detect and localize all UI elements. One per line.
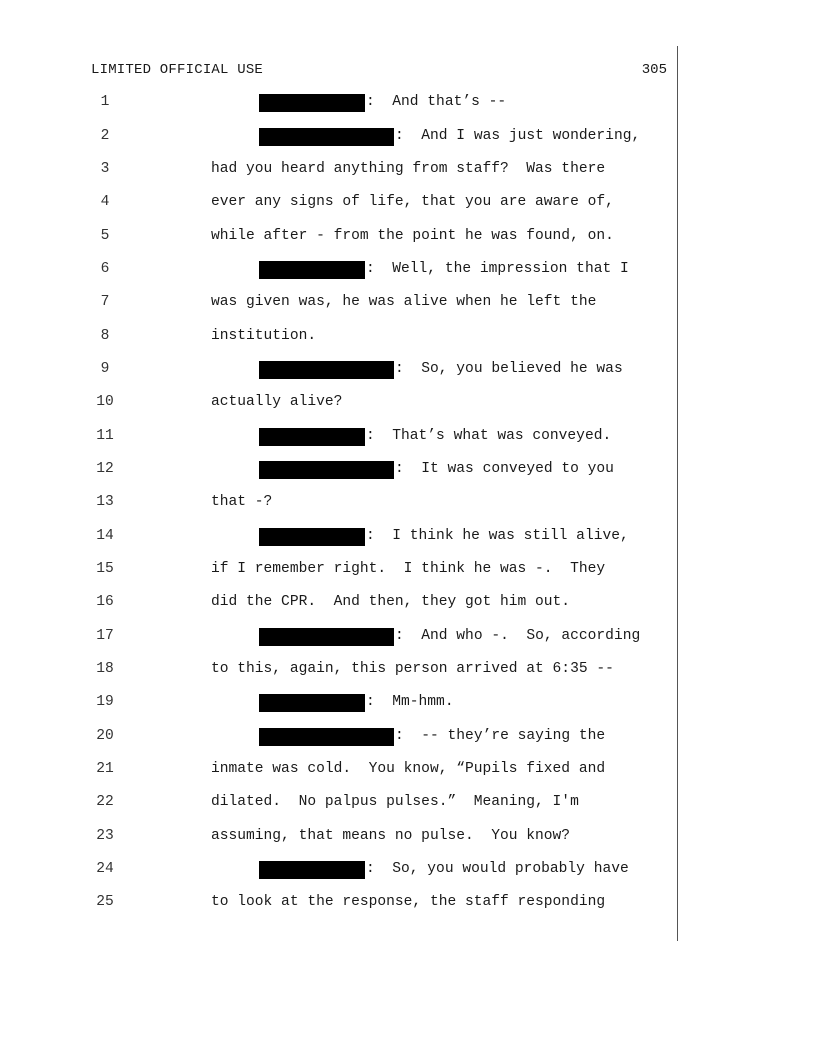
line-text: assuming, that means no pulse. You know? bbox=[211, 828, 571, 844]
transcript-line bbox=[0, 661, 816, 681]
transcript-line bbox=[0, 361, 816, 381]
transcript-line bbox=[0, 894, 816, 914]
speaker-name-redaction bbox=[259, 861, 365, 879]
transcript-line bbox=[0, 494, 816, 514]
transcript-line bbox=[0, 294, 816, 314]
line-text: institution. bbox=[211, 328, 317, 344]
transcript-line bbox=[0, 794, 816, 814]
transcript-line bbox=[0, 394, 816, 414]
speaker-name-redaction bbox=[259, 694, 365, 712]
line-number: 5 bbox=[100, 228, 110, 244]
line-number: 23 bbox=[96, 828, 114, 844]
transcript-line bbox=[0, 828, 816, 848]
transcript-line bbox=[0, 161, 816, 181]
line-number: 21 bbox=[96, 761, 114, 777]
speaker-name-redaction bbox=[259, 128, 394, 146]
line-number: 3 bbox=[100, 161, 110, 177]
transcript-line bbox=[0, 194, 816, 214]
transcript-line bbox=[0, 561, 816, 581]
line-text: actually alive? bbox=[211, 394, 343, 410]
line-number: 12 bbox=[96, 461, 114, 477]
line-number: 16 bbox=[96, 594, 114, 610]
line-text: was given was, he was alive when he left the bbox=[211, 294, 597, 310]
transcript-line bbox=[0, 628, 816, 648]
line-text: while after - from the point he was found, on. bbox=[211, 228, 614, 244]
line-number: 19 bbox=[96, 694, 114, 710]
speaker-name-redaction bbox=[259, 94, 365, 112]
transcript-line bbox=[0, 728, 816, 748]
speaker-name-redaction bbox=[259, 461, 394, 479]
line-number: 20 bbox=[96, 728, 114, 744]
line-text: : So, you would probably have bbox=[366, 861, 629, 877]
line-number: 22 bbox=[96, 794, 114, 810]
transcript-line bbox=[0, 761, 816, 781]
line-number: 13 bbox=[96, 494, 114, 510]
transcript-line bbox=[0, 94, 816, 114]
line-text: did the CPR. And then, they got him out. bbox=[211, 594, 571, 610]
line-text: : Mm-hmm. bbox=[366, 694, 454, 710]
line-number: 8 bbox=[100, 328, 110, 344]
line-text: inmate was cold. You know, “Pupils fixed and bbox=[211, 761, 606, 777]
line-text: dilated. No palpus pulses.” Meaning, I'm bbox=[211, 794, 579, 810]
line-number: 11 bbox=[96, 428, 114, 444]
line-text: : And that’s -- bbox=[366, 94, 507, 110]
line-number: 10 bbox=[96, 394, 114, 410]
speaker-name-redaction bbox=[259, 428, 365, 446]
transcript-line bbox=[0, 694, 816, 714]
line-text: : Well, the impression that I bbox=[366, 261, 629, 277]
line-text: : That’s what was conveyed. bbox=[366, 428, 612, 444]
speaker-name-redaction bbox=[259, 628, 394, 646]
speaker-name-redaction bbox=[259, 261, 365, 279]
line-text: : I think he was still alive, bbox=[366, 528, 629, 544]
line-number: 24 bbox=[96, 861, 114, 877]
line-text: ever any signs of life, that you are aware of, bbox=[211, 194, 614, 210]
line-text: : It was conveyed to you bbox=[395, 461, 614, 477]
line-text: : So, you believed he was bbox=[395, 361, 623, 377]
line-text: to this, again, this person arrived at 6:35 -- bbox=[211, 661, 614, 677]
transcript-line bbox=[0, 328, 816, 348]
line-number: 1 bbox=[100, 94, 110, 110]
line-number: 15 bbox=[96, 561, 114, 577]
transcript-line bbox=[0, 528, 816, 548]
line-text: if I remember right. I think he was -. They bbox=[211, 561, 606, 577]
transcript-line bbox=[0, 461, 816, 481]
line-number: 6 bbox=[100, 261, 110, 277]
line-number: 7 bbox=[100, 294, 110, 310]
page-header-classification: LIMITED OFFICIAL USE bbox=[91, 62, 264, 78]
line-text: : And who -. So, according bbox=[395, 628, 641, 644]
page-number: 305 bbox=[641, 62, 667, 78]
line-text: : And I was just wondering, bbox=[395, 128, 641, 144]
speaker-name-redaction bbox=[259, 728, 394, 746]
line-text: that -? bbox=[211, 494, 273, 510]
line-text: to look at the response, the staff responding bbox=[211, 894, 606, 910]
speaker-name-redaction bbox=[259, 528, 365, 546]
transcript-line bbox=[0, 594, 816, 614]
line-number: 2 bbox=[100, 128, 110, 144]
line-number: 25 bbox=[96, 894, 114, 910]
line-number: 14 bbox=[96, 528, 114, 544]
line-number: 9 bbox=[100, 361, 110, 377]
transcript-line bbox=[0, 261, 816, 281]
speaker-name-redaction bbox=[259, 361, 394, 379]
transcript-line bbox=[0, 861, 816, 881]
transcript-line bbox=[0, 228, 816, 248]
line-text: : -- they’re saying the bbox=[395, 728, 606, 744]
transcript-line bbox=[0, 428, 816, 448]
line-number: 18 bbox=[96, 661, 114, 677]
line-number: 17 bbox=[96, 628, 114, 644]
line-number: 4 bbox=[100, 194, 110, 210]
line-text: had you heard anything from staff? Was there bbox=[211, 161, 606, 177]
transcript-line bbox=[0, 128, 816, 148]
